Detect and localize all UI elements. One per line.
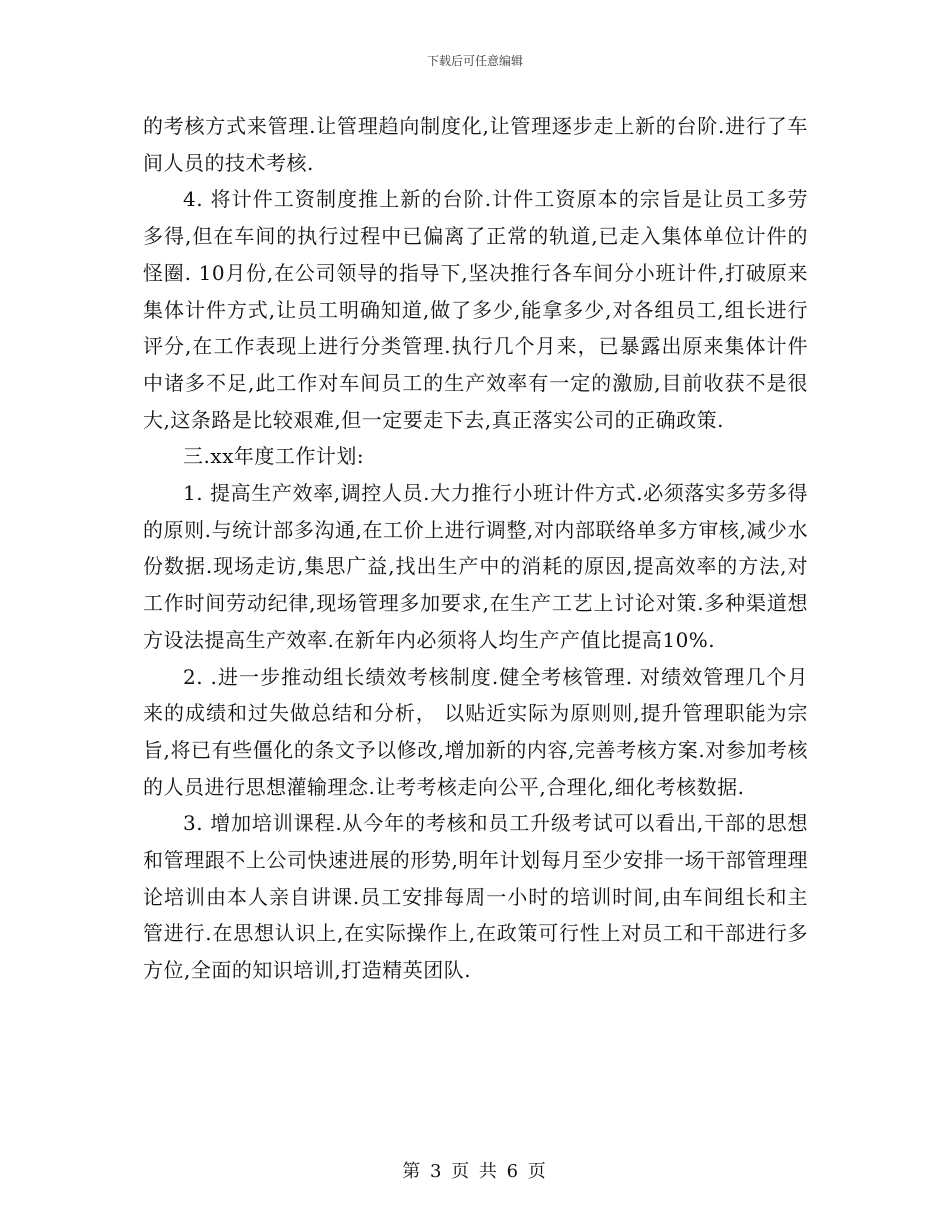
page-header: 下载后可任意编辑	[426, 54, 523, 68]
document-body	[143, 108, 808, 989]
page-number: 第 3 页 共 6 页	[402, 1161, 548, 1182]
paragraph-item-4: 4. 将计件工资制度推上新的台阶.计件工资原本的宗旨是让员工多劳多得,但在车间的执行过程中已偏离了正常的轨道,已走入集体单位计件的怪圈. 10月份,在公司领导的指导下,坚决推行各车间分小班计件,打破原来集体计件方式,让员工明确知道,做了多少,能拿多少,对各组员工,组长进行评分,在工作表现上进行分类管理.执行几个月来，已暴露出原来集体计件中诸多不足,此工作对车间员工的生产效率有一定的激励,目前收获不是很大,这条路是比较艰难,但一定要走下去,真正落实公司的正确政策.	[143, 187, 808, 432]
paragraph-plan-3: 3. 增加培训课程.从今年的考核和员工升级考试可以看出,干部的思想和管理跟不上公司快速进展的形势,明年计划每月至少安排一场干部管理理论培训由本人亲自讲课.员工安排每周一小时的培训时间,由车间组长和主管进行.在思想认识上,在实际操作上,在政策可行性上对员工和干部进行多方位,全面的知识培训,打造精英团队.	[143, 811, 808, 983]
paragraph-plan-1: 1. 提高生产效率,调控人员.大力推行小班计件方式.必须落实多劳多得的原则.与统计部多沟通,在工价上进行调整,对内部联络单多方审核,减少水份数据.现场走访,集思广益,找出生产中的消耗的原因,提高效率的方法,对工作时间劳动纪律,现场管理多加要求,在生产工艺上讨论对策.多种渠道想方设法提高生产效率.在新年内必须将人均生产产值比提高10%.	[143, 481, 808, 652]
paragraph-continued: 的考核方式来管理.让管理趋向制度化,让管理逐步走上新的台阶.进行了车间人员的技术考核.	[143, 114, 808, 175]
section-heading: 三.xx年度工作计划:	[183, 444, 365, 469]
paragraph-plan-2: 2. .进一步推动组长绩效考核制度.健全考核管理. 对绩效管理几个月来的成绩和过失做总结和分析， 以贴近实际为原则则,提升管理职能为宗旨,将已有些僵化的条文予以修改,增加新的内容,完善考核方案.对参加考核的人员进行思想灌输理念.让考考核走向公平,合理化,细化考核数据.	[143, 664, 808, 799]
